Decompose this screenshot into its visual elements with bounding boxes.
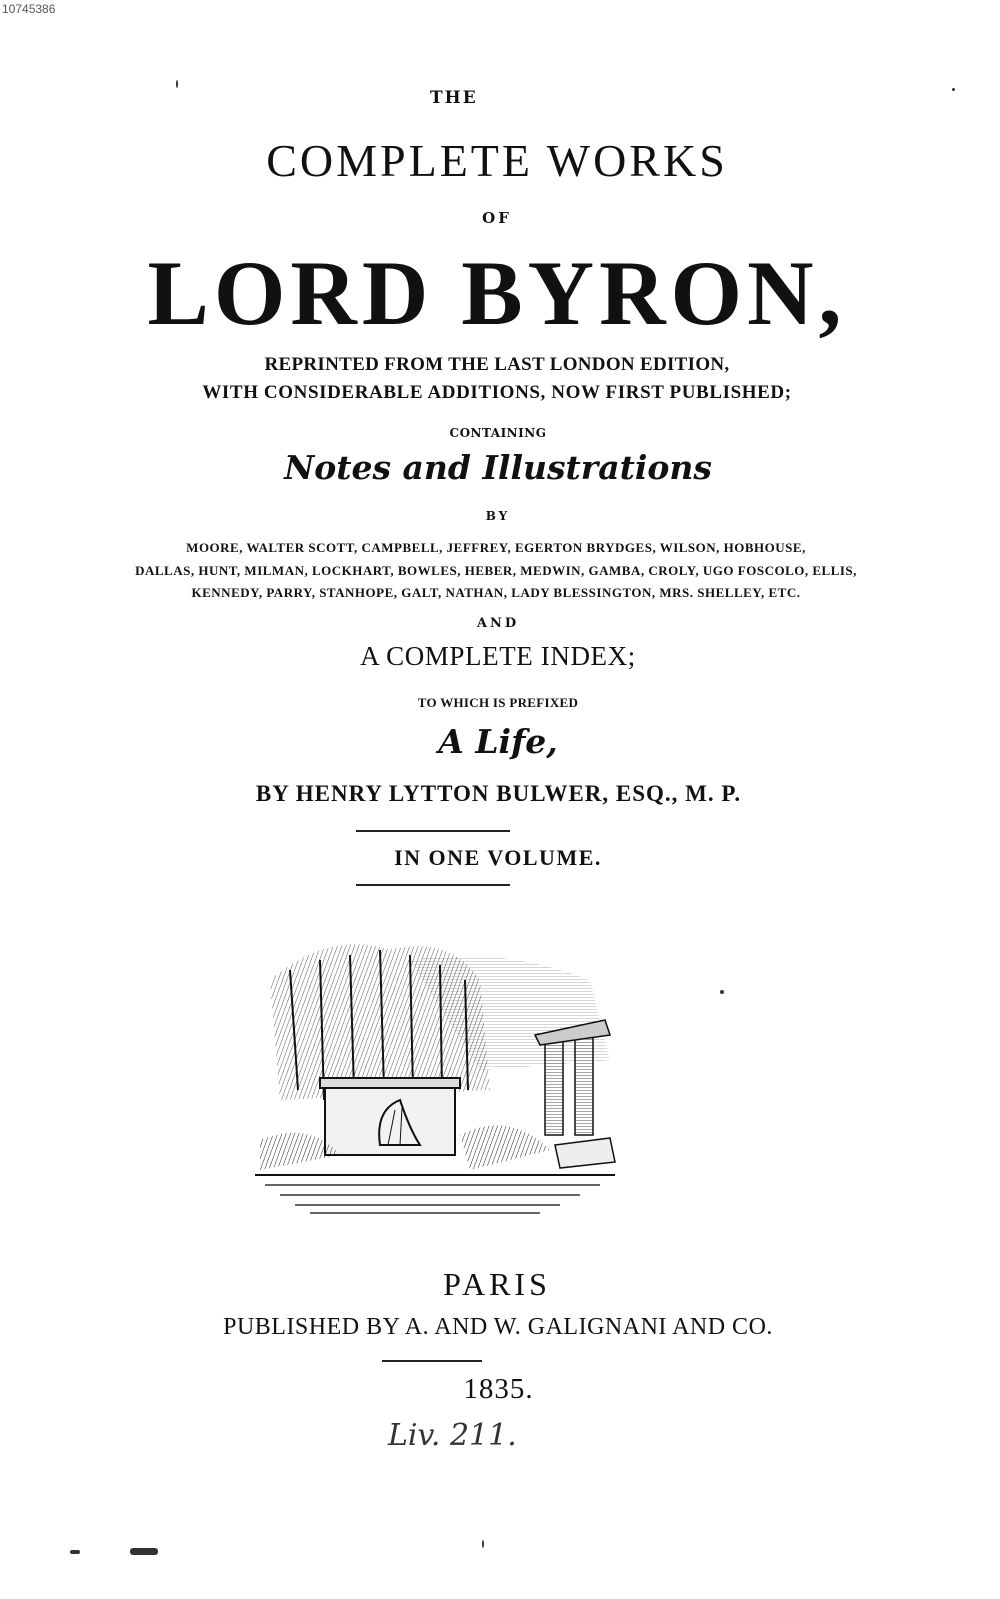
label-to-which-is-prefixed: TO WHICH IS PREFIXED (417, 695, 579, 710)
notes-and-illustrations: Notes and Illustrations (284, 448, 712, 487)
scan-speck (482, 1540, 484, 1548)
scan-speck (952, 88, 955, 91)
scan-id: 10745386 (2, 2, 56, 16)
a-life: A Life, (438, 722, 558, 761)
label-containing: CONTAINING (449, 426, 547, 440)
complete-index: A COMPLETE INDEX; (360, 641, 636, 671)
divider-rule-top (356, 830, 510, 832)
scan-speck (176, 80, 178, 88)
scan-speck (70, 1550, 80, 1554)
subtitle-reprinted: REPRINTED FROM THE LAST LONDON EDITION, (264, 354, 730, 375)
scan-speck (130, 1548, 158, 1555)
contributors-line-3: KENNEDY, PARRY, STANHOPE, GALT, NATHAN, LADY BLESSINGTON, MRS. SHELLEY, ETC. (191, 585, 801, 600)
publisher-line: PUBLISHED BY A. AND W. GALIGNANI AND CO. (223, 1314, 773, 1340)
contributors-line-2: DALLAS, HUNT, MILMAN, LOCKHART, BOWLES, HEBER, MEDWIN, GAMBA, CROLY, UGO FOSCOLO, ELLIS, (135, 563, 857, 578)
publication-year: 1835. (463, 1373, 534, 1405)
title-author: LORD BYRON, (147, 242, 847, 344)
volume-line: IN ONE VOLUME. (394, 845, 602, 870)
label-by: BY (485, 509, 511, 523)
subtitle-additions: WITH CONSIDERABLE ADDITIONS, NOW FIRST PUBLISHED; (202, 382, 792, 403)
publication-place: PARIS (443, 1266, 551, 1302)
title-complete-works: COMPLETE WORKS (266, 135, 728, 186)
title-of: OF (482, 209, 512, 227)
divider-rule-bottom (382, 1360, 482, 1362)
biographer-line: BY HENRY LYTTON BULWER, ESQ., M. P. (255, 781, 742, 806)
contributors-line-1: MOORE, WALTER SCOTT, CAMPBELL, JEFFREY, EGERTON BRYDGES, WILSON, HOBHOUSE, (186, 540, 806, 555)
scan-speck (720, 990, 724, 994)
handwritten-shelfmark: Liv. 211. (388, 1418, 517, 1453)
engraved-vignette-illustration (250, 940, 620, 1225)
label-and: AND (476, 616, 520, 631)
title-the: THE (430, 88, 478, 108)
divider-rule-middle (356, 884, 510, 886)
